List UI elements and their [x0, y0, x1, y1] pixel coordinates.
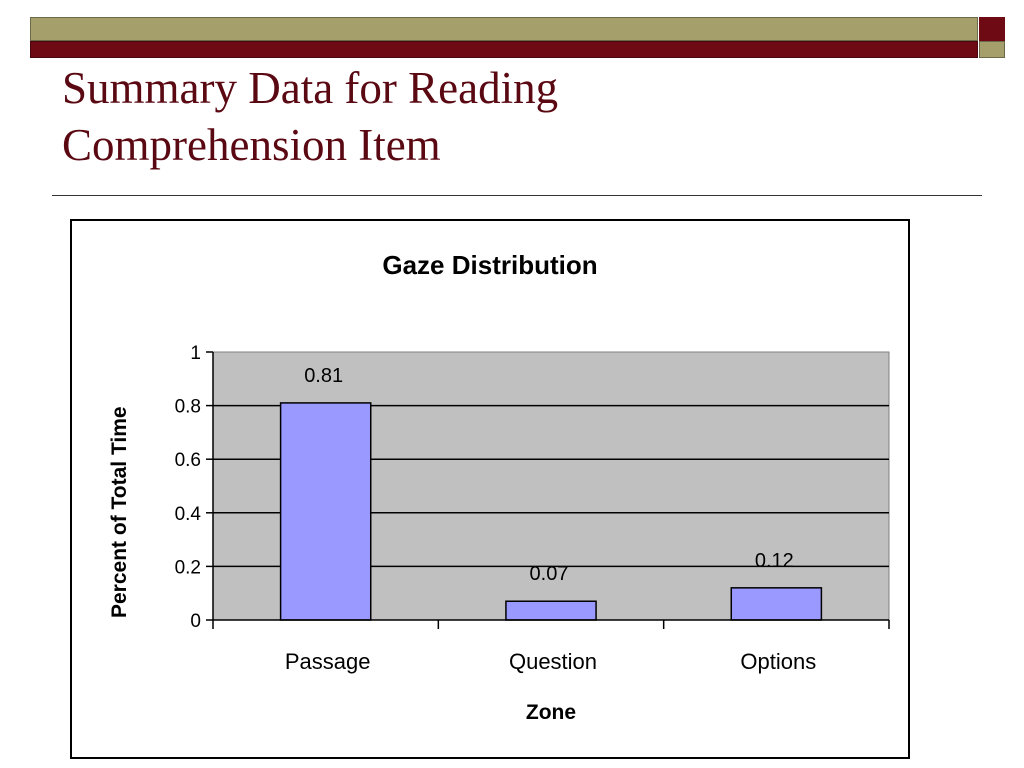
- header-maroon-band: [30, 41, 978, 58]
- x-axis: [213, 620, 889, 674]
- x-tick-label-question: Question: [508, 649, 598, 674]
- header-maroon-square: [979, 17, 1005, 41]
- data-label-question: 0.07: [529, 563, 569, 586]
- y-tick-label: 0.4: [174, 503, 201, 525]
- x-tick-label-options: Options: [740, 649, 817, 674]
- data-label-options: 0.12: [754, 549, 794, 572]
- title-divider: [52, 195, 982, 196]
- slide-title-line-2: Comprehension Item: [62, 120, 441, 170]
- y-tick-label: 0.2: [174, 557, 201, 579]
- chart-title: Gaze Distribution: [382, 250, 598, 280]
- header-olive-square: [979, 41, 1005, 58]
- slide-title-line-1: Summary Data for Reading: [62, 63, 559, 113]
- y-axis-label: Percent of Total Time: [108, 406, 131, 618]
- y-tick-label: 0.8: [174, 396, 201, 418]
- data-label-passage: 0.81: [304, 364, 344, 387]
- bar-question: [506, 601, 596, 620]
- x-axis-label: Zone: [525, 701, 577, 724]
- header-olive-band: [30, 17, 978, 41]
- bar-options: [731, 588, 821, 620]
- chart-frame: [70, 219, 910, 759]
- y-axis: [175, 343, 213, 632]
- y-tick-label: 0: [190, 611, 201, 632]
- x-tick-label-passage: Passage: [284, 649, 371, 674]
- y-tick-label: 0.6: [174, 450, 201, 472]
- slide-title: [62, 60, 962, 174]
- bar-chart: [72, 221, 908, 757]
- bar-passage: [281, 403, 371, 620]
- y-tick-label: 1: [190, 343, 201, 364]
